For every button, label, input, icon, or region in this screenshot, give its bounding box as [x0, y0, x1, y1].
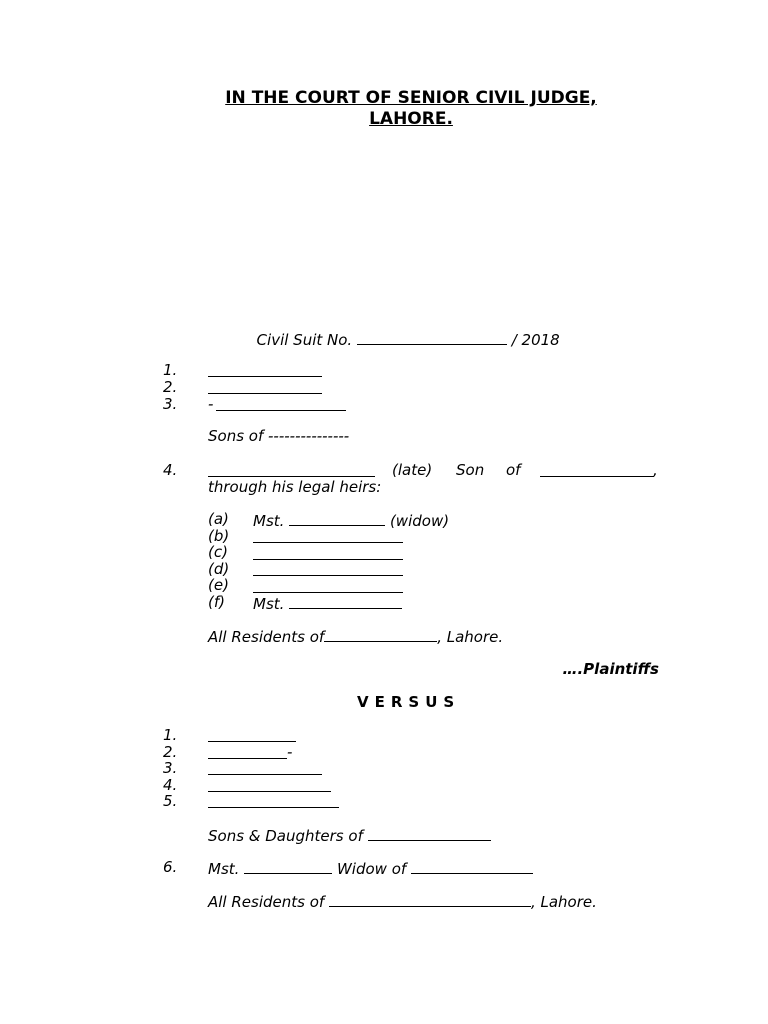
heir-c-blank — [253, 559, 403, 560]
defendant-2-blank — [208, 758, 287, 759]
heir-d-label: (d) — [208, 560, 230, 578]
defendant-6-prefix: Mst. — [208, 860, 245, 878]
sons-daughters-line — [208, 826, 491, 845]
defendant-6-name-blank — [244, 859, 332, 874]
defendant-6-line — [208, 859, 533, 878]
suit-prefix: Civil Suit No. — [256, 331, 357, 349]
heir-a-line — [253, 511, 449, 530]
suit-number-blank — [357, 330, 507, 345]
heir-a-label: (a) — [208, 510, 229, 528]
defendant-6-number: 6. — [163, 858, 178, 876]
plaintiff-2-blank — [208, 393, 322, 394]
plaintiffs-residents-prefix: All Residents of — [208, 628, 325, 646]
defendant-3-number: 3. — [163, 759, 178, 777]
heir-e-label: (e) — [208, 576, 229, 594]
heir-d-blank — [253, 575, 403, 576]
defendants-residence-blank — [329, 892, 531, 907]
heir-f-label: (f) — [208, 593, 225, 611]
defendant-5-blank — [208, 807, 339, 808]
plaintiffs-residents-suffix: , Lahore. — [437, 628, 504, 646]
defendants-residents — [208, 892, 597, 911]
heir-e-blank — [253, 592, 403, 593]
defendant-5-number: 5. — [163, 792, 178, 810]
plaintiffs-residents — [208, 627, 503, 646]
plaintiff-2-number: 2. — [163, 378, 178, 396]
heir-f-blank — [289, 594, 402, 609]
civil-suit-number — [247, 313, 560, 349]
plaintiff-1-number: 1. — [163, 361, 178, 379]
court-heading-line1: IN THE COURT OF SENIOR CIVIL JUDGE, — [225, 88, 597, 108]
plaintiff-4-late: (late) — [392, 461, 433, 479]
plaintiff-4-number: 4. — [163, 461, 178, 479]
sons-daughters-text: Sons & Daughters of — [208, 827, 368, 845]
heir-f-prefix: Mst. — [253, 595, 290, 613]
defendant-1-number: 1. — [163, 726, 178, 744]
plaintiffs-label: ….Plaintiffs — [562, 660, 659, 678]
legal-heirs-line: through his legal heirs: — [208, 478, 382, 496]
heir-a-prefix: Mst. — [253, 512, 290, 530]
defendants-residents-suffix: , Lahore. — [530, 893, 597, 911]
plaintiff-3-blank — [216, 410, 346, 411]
sons-of-line: Sons of --------------- — [208, 427, 350, 445]
plaintiff-4-comma: , — [653, 461, 658, 479]
plaintiff-4-of: of — [506, 461, 521, 479]
plaintiff-3-dash: - — [208, 395, 214, 413]
plaintiff-4-father-blank — [540, 476, 654, 477]
defendant-4-number: 4. — [163, 776, 178, 794]
defendant-2-dash: - — [287, 743, 293, 761]
defendant-6-widow-of: Widow of — [332, 860, 411, 878]
plaintiff-1-blank — [208, 376, 322, 377]
defendants-residents-prefix: All Residents of — [208, 893, 329, 911]
heir-f-line — [253, 594, 402, 613]
defendant-3-blank — [208, 774, 322, 775]
court-heading-line2: LAHORE. — [369, 109, 453, 129]
suit-year: / 2018 — [506, 331, 560, 349]
plaintiff-3-number: 3. — [163, 395, 178, 413]
heir-b-label: (b) — [208, 527, 230, 545]
plaintiff-4-name-blank — [208, 476, 375, 477]
sons-daughters-blank — [368, 826, 491, 841]
heir-a-blank — [289, 511, 385, 526]
defendant-1-blank — [208, 741, 296, 742]
heir-b-blank — [253, 542, 403, 543]
heir-c-label: (c) — [208, 543, 228, 561]
defendant-6-husband-blank — [411, 859, 533, 874]
plaintiffs-residence-blank — [324, 627, 437, 642]
plaintiff-4-son: Son — [456, 461, 485, 479]
versus-heading: VERSUS — [357, 693, 461, 711]
heir-a-suffix: (widow) — [385, 512, 450, 530]
defendant-2-number: 2. — [163, 743, 178, 761]
defendant-4-blank — [208, 791, 331, 792]
